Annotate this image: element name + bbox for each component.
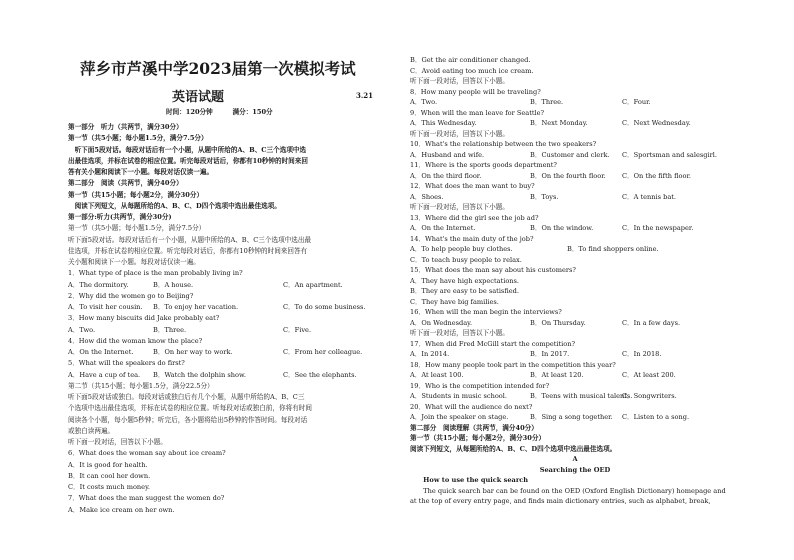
text-line: A．Make ice cream on her own.: [68, 505, 175, 514]
answer-option: A．To visit her cousin.: [68, 303, 143, 311]
answer-option: B．Next Monday.: [530, 119, 588, 127]
text-line: 20．What will the audience do next?: [410, 402, 533, 411]
text-line: B．They are easy to be satisfied.: [410, 287, 519, 295]
answer-option: A．On Wednesday.: [410, 318, 473, 327]
text-line: 关小题和阅读下一小题。每段对话仅读一遍。: [68, 258, 200, 266]
answer-option: A．In 2014.: [410, 350, 450, 358]
text-line: 出最佳选项，并标在试卷的相应位置。听完每段对话后，你都有10秒钟的时间来回: [68, 156, 308, 165]
text-line: 第二部分 阅读理解（共两节，满分40分）: [410, 423, 538, 432]
text-line: 12．What does the man want to buy?: [410, 182, 535, 190]
text-line: 19．Who is the competition intended for?: [410, 381, 550, 390]
answer-option: A．To help people buy clothes.: [410, 245, 513, 253]
answer-option: A．Shoes.: [410, 192, 444, 201]
text-line: C．They have big families.: [410, 297, 499, 306]
exam-subject: 英语试题: [172, 90, 225, 105]
text-line: 答有关小题和阅读下一小题。每段对话仅读一遍。: [68, 168, 214, 176]
answer-option: B．On Thursday.: [530, 318, 586, 327]
text-line: 9．When will the man leave for Seattle?: [410, 108, 545, 117]
answer-option: C．Next Wednesday.: [622, 119, 691, 127]
text-line: 6．What does the woman say about ice cream?: [68, 449, 226, 458]
text-line: 18．How many people took part in the competition this year?: [410, 360, 616, 369]
exam-date: 3.21: [356, 91, 374, 100]
text-line: 8．How many people will be traveling?: [410, 87, 541, 96]
answer-option: C．A tennis bat.: [622, 192, 677, 201]
time-info: 时间：120分钟 满分：150分: [166, 108, 273, 116]
text-line: 听下面一段对话，回答以下小题。: [410, 203, 509, 211]
text-line: 13．Where did the girl see the job ad?: [410, 213, 539, 222]
text-line: B．It can cool her down.: [68, 471, 151, 480]
text-line: 第一节（共15小题；每小题2分，满分30分）: [410, 434, 546, 442]
answer-option: C．Listen to a song.: [622, 413, 690, 421]
answer-option: A．At least 100.: [410, 371, 464, 379]
answer-option: C．In 2018.: [622, 350, 662, 358]
answer-option: B．A house.: [153, 280, 194, 289]
answer-option: B．At least 120.: [530, 371, 584, 379]
centered-heading: A: [572, 455, 578, 463]
text-line: 听下面5段对话。每段对话后有一个小题，从题中所给的A、B、C三个选项中选: [68, 145, 307, 154]
answer-option: A．Husband and wife.: [410, 150, 485, 159]
answer-option: C．In the newspaper.: [622, 224, 694, 232]
answer-option: A．Two.: [410, 98, 438, 106]
text-line: at the top of every entry page, and finds main dictionary entries, such as alphabet, break,: [410, 497, 711, 505]
text-line: 4．How did the woman know the place?: [68, 336, 203, 345]
answer-option: C．In a few days.: [622, 318, 681, 327]
text-line: 第二节（共15小题；每小题1.5分，满分22.5分）: [68, 381, 214, 390]
text-line: 3．How many biscuits did Jake probably eat?: [68, 314, 220, 323]
text-line: 听下面一段对话，回答以下小题。: [68, 438, 167, 446]
text-line: How to use the quick search: [410, 476, 529, 484]
text-line: 17．When did Fred McGill start the competition?: [410, 339, 576, 348]
answer-option: C．From her colleague.: [283, 348, 363, 356]
answer-option: A．The dormitory.: [68, 280, 129, 289]
answer-option: A．Have a cup of tea.: [68, 370, 141, 379]
answer-option: B．To enjoy her vacation.: [153, 303, 239, 311]
answer-option: C．See the elephants.: [283, 370, 357, 379]
centered-heading: Searching the OED: [539, 465, 611, 474]
answer-option: A．On the third floor.: [410, 171, 482, 180]
text-line: 1．What type of place is the man probably living in?: [68, 269, 243, 278]
answer-option: A．This Wednesday.: [410, 119, 477, 127]
answer-option: C．Sportsman and salesgirl.: [622, 150, 717, 159]
text-line: 11．Where is the sports goods department?: [410, 161, 557, 169]
answer-option: A．Students in music school.: [410, 392, 507, 400]
answer-option: C．An apartment.: [283, 280, 343, 289]
text-line: 14．What's the main duty of the job?: [410, 234, 534, 243]
answer-option: C．On the fifth floor.: [622, 171, 691, 180]
answer-option: A．On the Internet.: [68, 348, 134, 356]
text-line: 2．Why did the women go to Beijing?: [68, 291, 194, 300]
text-line: 10．What's the relationship between the two speakers?: [410, 140, 597, 148]
text-line: 听下面一段对话，回答以下小题。: [410, 129, 509, 138]
text-line: A．They have high expectations.: [410, 276, 520, 285]
text-line: 第一节（共15小题；每小题2分，满分30分）: [68, 190, 204, 199]
text-line: 第一节（共5小题；每小题1.5分，满分7.5分）: [68, 224, 206, 233]
text-line: 第一部分 听力（共两节，满分30分）: [68, 123, 183, 131]
answer-option: B．Toys.: [530, 192, 559, 201]
exam-title: 萍乡市芦溪中学2023届第一次模拟考试: [80, 59, 356, 78]
answer-option: A．Join the speaker on stage.: [410, 413, 509, 421]
text-line: 听下面5段对话或独白。每段对话或独白后有几个小题，从题中所给的A、B、C三: [68, 393, 305, 401]
text-line: 第一部分:听力(共两节，满分30分): [68, 213, 172, 221]
answer-option: C．Four.: [622, 98, 651, 106]
answer-option: B．Sing a song together.: [530, 413, 613, 421]
text-line: C．Avoid eating too much ice cream.: [410, 66, 534, 75]
text-line: 阅读各个小题，每小题5秒钟；听完后，各小题将给出5秒钟的作答时间。每段对话: [68, 415, 308, 424]
text-line: 15．What does the man say about his customers?: [410, 266, 576, 274]
text-line: 第一节（共5小题；每小题1.5分，满分7.5分）: [68, 134, 208, 143]
text-line: 听下面一段对话，回答以下小题。: [410, 77, 509, 85]
text-line: C．It costs much money.: [68, 483, 151, 491]
answer-option: A．On the Internet.: [410, 224, 476, 232]
text-line: 阅读下列短文，从每题所给的A、B、C、D四个选项中选出最佳选项。: [410, 444, 617, 453]
answer-option: C．Songwriters.: [622, 392, 677, 400]
text-line: A．It is good for health.: [68, 460, 148, 469]
answer-option: C．At least 200.: [622, 371, 676, 379]
text-line: 阅读下列短文，从每题所给的A、B、C、D四个选项中选出最佳选项。: [68, 201, 281, 210]
answer-option: A．Two.: [68, 325, 96, 334]
text-line: 听下面5段对话。每段对话后有一个小题，从题中所给的A、B、C三个选项中选出最: [68, 235, 312, 244]
left-column: [68, 0, 390, 560]
text-line: 16．When will the man begin the interviews?: [410, 308, 562, 316]
answer-option: C．Five.: [283, 325, 312, 334]
text-line: C．To teach busy people to relax.: [410, 255, 522, 264]
answer-option: B．To find shoppers online.: [567, 245, 659, 253]
answer-option: B．In 2017.: [530, 350, 570, 358]
text-line: B．Get the air conditioner changed.: [410, 56, 531, 64]
answer-option: B．On the fourth floor.: [530, 171, 606, 180]
answer-option: B．Three.: [153, 325, 187, 334]
text-line: 佳选项，并标在试卷的相应位置。听完每段对话后，你都有10秒钟的时间来回答有: [68, 246, 308, 255]
answer-option: B．On her way to work.: [153, 348, 233, 356]
text-line: 听下面一段对话，回答以下小题。: [410, 329, 509, 337]
answer-option: B．Teens with musical talents.: [530, 392, 633, 400]
answer-option: B．Watch the dolphin show.: [153, 370, 246, 379]
text-line: The quick search bar can be found on the OED (Oxford English Dictionary) homepage and: [410, 486, 726, 495]
text-line: 第二部分 阅读（共两节，满分40分）: [68, 179, 183, 188]
text-line: 个选项中选出最佳选项，并标在试卷的相应位置。听每段对话或独白前，你将有时间: [68, 404, 312, 413]
text-line: 或独白读两遍。: [68, 426, 115, 435]
answer-option: C．To do some business.: [283, 303, 366, 311]
text-line: 5．What will the speakers do first?: [68, 359, 185, 368]
text-line: 7．What does the man suggest the women do?: [68, 494, 225, 503]
answer-option: B．Three.: [530, 98, 564, 106]
answer-option: B．On the window.: [530, 224, 594, 232]
right-column: [410, 0, 740, 560]
answer-option: B．Customer and clerk.: [530, 150, 610, 159]
